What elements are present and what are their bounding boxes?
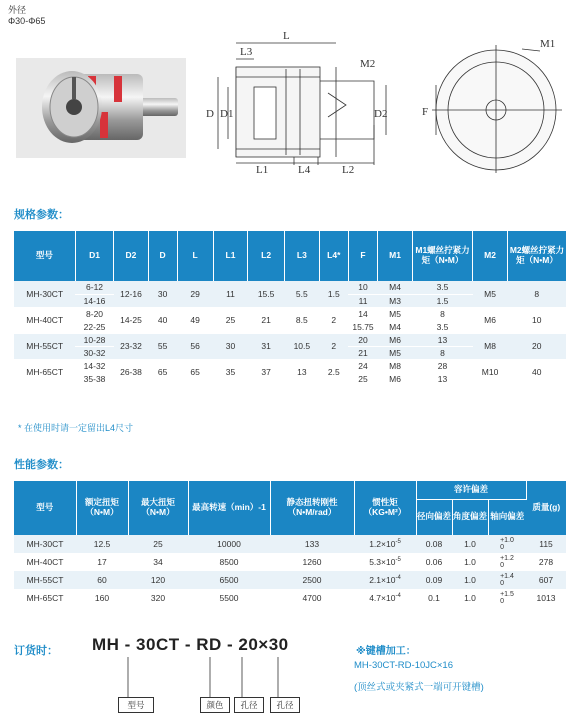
spec-cell-m1-torque: 8 [412,346,472,359]
perf-cell-model: MH-40CT [26,557,64,567]
spec-cell-m2-torque: 10 [507,307,566,333]
perf-cell-axial [488,553,526,571]
perf-cell-inertia [354,535,416,553]
spec-cell-d2: 14-25 [114,307,149,333]
perf-cell-stiffness: 4700 [302,593,322,603]
spec-table-body [14,281,566,385]
spec-cell-m2-torque: 20 [507,333,566,359]
spec-cell-model: MH-55CT [14,333,75,359]
perf-cell-speed: 6500 [188,571,270,589]
svg-text:M1: M1 [540,38,556,50]
spec-cell-m1: M3 [378,294,413,307]
axial-lower: 0 [500,562,504,569]
perf-header-inertia: 惯性矩（KG•M²） [354,481,416,535]
order-box-bore1: 孔径 [234,697,264,713]
perf-cell-stiffness: 133 [270,535,354,553]
spec-cell-l4: 1.5 [319,281,348,307]
perf-cell-max: 25 [128,535,188,553]
perf-cell-model: MH-30CT [14,535,76,553]
order-box-color: 颜色 [200,697,230,713]
spec-cell-m2: M8 [473,333,508,359]
axial-lower: 0 [500,580,504,587]
perf-cell-max: 320 [150,593,166,603]
spec-cell-f: 24 [348,359,377,372]
perf-cell-inertia [354,589,416,607]
perf-cell-radial: 0.1 [428,593,440,603]
perf-row [14,553,566,571]
axial-lower: 0 [500,544,504,551]
axial-lower: 0 [500,598,504,605]
perf-table-body [14,535,566,607]
spec-cell-m2-torque: 40 [507,359,566,385]
perf-cell-axial [488,535,526,553]
spec-header-l2: L2 [248,231,285,281]
perf-cell-radial: 0.09 [416,571,452,589]
perf-header-max: 最大扭矩（N•M） [128,481,188,535]
inertia-exponent: -4 [395,575,401,582]
perf-row [14,535,566,553]
spec-cell-model: MH-65CT [14,359,75,385]
perf-header-allowance: 容许偏差 [416,481,526,499]
inertia-value: 5.3×10 [369,557,396,567]
spec-cell-l1: 11 [213,281,247,307]
spec-cell-m1-torque: 3.5 [412,320,472,333]
spec-cell-m2: M6 [473,307,508,333]
spec-cell-f: 11 [348,294,377,307]
spec-cell-l4: 2 [319,333,348,359]
spec-cell-f: 10 [348,281,377,294]
spec-row [14,281,566,294]
perf-cell-angle: 1.0 [452,571,488,589]
perf-cell-inertia [354,553,416,571]
spec-cell-d1: 35-38 [75,372,113,385]
spec-cell-l: 65 [177,359,213,385]
spec-header-d2: D2 [114,231,149,281]
svg-text:L3: L3 [240,46,253,58]
inertia-exponent: -5 [395,539,401,546]
front-view-drawing [412,25,572,173]
spec-cell-m1-torque: 1.5 [412,294,472,307]
svg-text:M2: M2 [360,58,376,70]
perf-cell-axial [488,589,526,607]
spec-cell-m1-torque: 8 [412,307,472,320]
spec-header-m1: M1 [378,231,413,281]
spec-cell-d2: 26-38 [114,359,149,385]
perf-header-model: 型号 [14,481,76,535]
perf-row [14,571,566,589]
spec-table [14,231,566,386]
spec-header-l: L [177,231,213,281]
spec-row [14,333,566,346]
spec-header-l3: L3 [284,231,319,281]
spec-cell-m1: M5 [378,346,413,359]
perf-cell-rated: 60 [76,571,128,589]
l4-note: * 在使用时请一定留出L4尺寸 [18,423,134,433]
inertia-value: 4.7×10 [369,593,396,603]
spec-cell-l1: 30 [213,333,247,359]
spec-cell-d: 55 [148,333,177,359]
perf-cell-mass: 1013 [536,593,556,603]
perf-section-title: 性能参数： [14,459,69,471]
spec-cell-d1: 30-32 [75,346,113,359]
inertia-value: 1.2×10 [369,539,396,549]
perf-header-stiffness: 静态扭转刚性（N•M/rad） [270,481,354,535]
perf-cell-speed: 5500 [219,593,239,603]
axial-upper: +1.2 [500,555,514,562]
spec-cell-d2: 12-16 [114,281,149,307]
perf-cell-mass: 607 [526,571,566,589]
spec-cell-d: 30 [148,281,177,307]
perf-cell-rated: 12.5 [76,535,128,553]
spec-cell-l2: 15.5 [248,281,285,307]
spec-cell-m2: M10 [473,359,508,385]
perf-cell-rated: 160 [94,593,110,603]
perf-cell-radial: 0.06 [425,557,443,567]
perf-header-speed: 最高转速（min）-1 [188,481,270,535]
perf-header-angle: 角度偏差 [452,499,488,535]
axial-upper: +1.4 [500,573,514,580]
spec-cell-l3: 13 [284,359,319,385]
spec-cell-m1-torque: 3.5 [412,281,472,294]
perf-cell-model: MH-65CT [26,593,64,603]
spec-row [14,307,566,320]
diameter-range-label: Φ30-Φ65 [8,16,46,26]
product-photo [16,58,186,158]
spec-header-m1-torque: M1螺丝拧紧力矩（N•M） [412,231,472,281]
svg-text:L4: L4 [298,164,311,173]
spec-section-title: 规格参数： [14,209,69,221]
spec-header-l4: L4* [319,231,348,281]
spec-cell-d2: 23-32 [114,333,149,359]
spec-header-f: F [348,231,377,281]
keyway-title: ※键槽加工： [356,646,416,657]
spec-header-d: D [148,231,177,281]
order-box-bore2: 孔径 [270,697,300,713]
spec-cell-l2: 37 [248,359,285,385]
perf-cell-rated: 17 [97,557,107,567]
spec-header-d1: D1 [75,231,113,281]
spec-cell-l: 29 [177,281,213,307]
svg-text:L2: L2 [342,164,355,173]
spec-cell-f: 21 [348,346,377,359]
spec-cell-m2-torque: 8 [507,281,566,307]
spec-cell-m1: M4 [378,281,413,294]
spec-cell-l1: 25 [213,307,247,333]
perf-cell-max: 120 [128,571,188,589]
spec-cell-m1: M8 [378,359,413,372]
spec-cell-m1-torque: 13 [412,333,472,346]
perf-cell-speed: 8500 [219,557,239,567]
perf-table [14,481,566,607]
svg-text:F: F [422,106,429,118]
side-view-drawing [196,25,401,173]
spec-cell-l1: 35 [213,359,247,385]
keyway-example: MH-30CT-RD-10JC×16 [354,660,453,671]
perf-cell-model: MH-55CT [14,571,76,589]
spec-cell-d1: 8-20 [75,307,113,320]
perf-cell-angle: 1.0 [464,557,476,567]
keyway-note: (顶丝式或夹紧式一端可开键槽) [354,682,484,693]
spec-cell-l4: 2.5 [319,359,348,385]
spec-cell-m1: M6 [378,333,413,346]
svg-text:D2: D2 [374,108,388,120]
svg-text:D: D [206,108,214,120]
spec-cell-f: 25 [348,372,377,385]
spec-row [14,359,566,372]
perf-header-radial: 径向偏差 [416,499,452,535]
spec-cell-f: 14 [348,307,377,320]
perf-cell-axial [488,571,526,589]
spec-cell-f: 20 [348,333,377,346]
perf-cell-max: 34 [153,557,163,567]
spec-cell-m2: M5 [473,281,508,307]
perf-cell-mass: 278 [538,557,554,567]
spec-header-model: 型号 [14,231,75,281]
spec-cell-m1: M5 [378,307,413,320]
spec-cell-l2: 21 [248,307,285,333]
spec-cell-model: MH-40CT [14,307,75,333]
svg-text:D1: D1 [220,108,234,120]
svg-text:L1: L1 [256,164,269,173]
perf-cell-inertia [354,571,416,589]
order-code: MH - 30CT - RD - 20×30 [92,635,289,654]
spec-header-m2: M2 [473,231,508,281]
spec-cell-d1: 22-25 [75,320,113,333]
spec-cell-d: 40 [148,307,177,333]
spec-cell-l3: 5.5 [284,281,319,307]
axial-upper: +1.0 [500,537,514,544]
spec-cell-d1: 14-32 [75,359,113,372]
axial-upper: +1.5 [500,591,514,598]
inertia-exponent: -5 [395,557,401,564]
svg-text:L: L [283,30,290,42]
spec-cell-m1-torque: 28 [412,359,472,372]
spec-cell-d: 65 [148,359,177,385]
spec-cell-l: 49 [177,307,213,333]
perf-row [14,589,566,607]
spec-cell-l: 56 [177,333,213,359]
spec-cell-d1: 10-28 [75,333,113,346]
order-code-connectors [92,657,302,699]
spec-cell-f: 15.75 [348,320,377,333]
order-title: 订货时： [14,645,58,657]
spec-cell-m1: M6 [378,372,413,385]
perf-header-axial: 轴向偏差 [488,499,526,535]
spec-cell-d1: 14-16 [75,294,113,307]
outer-diameter-label: 外径 [8,5,27,15]
perf-cell-mass: 115 [526,535,566,553]
spec-header-l1: L1 [213,231,247,281]
spec-cell-m1: M4 [378,320,413,333]
perf-cell-stiffness: 1260 [302,557,322,567]
spec-cell-model: MH-30CT [14,281,75,307]
perf-header-rated: 额定扭矩（N•M） [76,481,128,535]
perf-cell-angle: 1.0 [464,593,476,603]
spec-cell-d1: 6-12 [75,281,113,294]
perf-cell-angle: 1.0 [452,535,488,553]
spec-cell-m1-torque: 13 [412,372,472,385]
perf-header-mass: 质量(g) [526,481,566,535]
spec-header-m2-torque: M2螺丝拧紧力矩（N•M） [507,231,566,281]
spec-cell-l3: 10.5 [284,333,319,359]
spec-cell-l3: 8.5 [284,307,319,333]
inertia-exponent: -4 [395,593,401,600]
perf-cell-stiffness: 2500 [270,571,354,589]
perf-cell-speed: 10000 [188,535,270,553]
perf-cell-radial: 0.08 [416,535,452,553]
order-box-model: 型号 [118,697,154,713]
inertia-value: 2.1×10 [369,575,396,585]
spec-cell-l2: 31 [248,333,285,359]
spec-cell-l4: 2 [319,307,348,333]
